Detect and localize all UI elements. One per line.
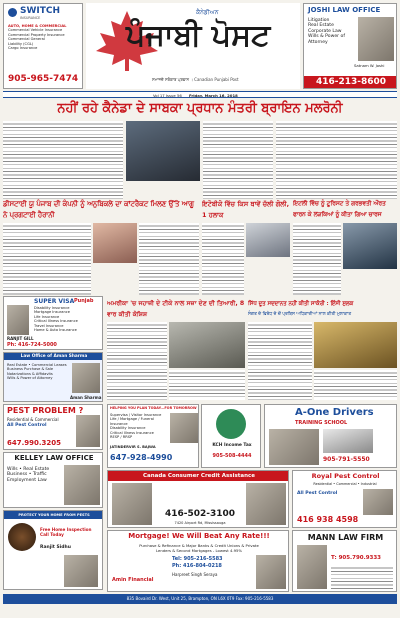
body-text <box>3 121 123 199</box>
consumer-address: 7420 Airport Rd, Mississauga <box>174 521 226 525</box>
story-mulroney-text <box>3 121 123 199</box>
issue-date: Friday, March 16, 2018 <box>189 93 238 98</box>
joshi-name: Satnam W. Joshi <box>354 63 385 68</box>
supervisa-phone: Ph: 416-724-5000 <box>7 342 57 348</box>
masthead-title: ਪੰਜਾਬੀ ਪੋਸਟ <box>126 18 271 53</box>
supervisa-items <box>34 306 100 332</box>
helping-item: Supervisa / Visitor Insurance <box>110 413 162 417</box>
supervisa-brand: Punjab <box>74 298 94 304</box>
switch-lines <box>8 24 82 50</box>
mann-phone: T: 905.790.9333 <box>331 555 382 561</box>
mann-law-ad[interactable] <box>292 530 397 592</box>
supervisa-title: SUPER VISA <box>34 298 75 305</box>
kelley-law-ad[interactable] <box>3 452 103 508</box>
supervisa-item: Home & Auto Insurance <box>34 328 77 333</box>
kelley-item: Employment Law <box>7 477 47 483</box>
aman-item: Notarizations & Affidavits <box>7 371 53 376</box>
royal-title: Royal Pest Control <box>311 472 380 480</box>
aman-item: Business Purchase & Sale <box>7 367 54 372</box>
protect-title: PROTECT YOUR HOME FROM PESTS <box>4 511 103 519</box>
aone-drivers-ad[interactable] <box>264 404 397 468</box>
protect-home-ad[interactable] <box>3 510 103 590</box>
consumer-photo <box>112 483 152 525</box>
helping-item: RESP / RRSP <box>110 435 133 440</box>
masthead-tagline: ਸਮਾਜਦੇ ਸਰੋਕਾਰ ਪ੍ਰਵਾਨ । Canadian Punjabi Post <box>152 77 239 82</box>
aman-sharma-ad[interactable] <box>3 352 103 402</box>
court-photo <box>343 223 397 269</box>
mortgage-ad[interactable] <box>107 530 289 592</box>
police-car-photo <box>246 223 290 257</box>
pest-problem-ad[interactable] <box>3 404 103 450</box>
switch-phone: 905-965-7474 <box>8 74 79 84</box>
mortgage-title: Mortgage! We Will Beat Any Rate!!! <box>128 532 270 540</box>
story-shooting-headline[interactable]: ਇਟੋਬੀਕੋ ਵਿੱਚ ਕਿਸ ਥਾਵੇਂ ਚੱਲੀ ਗੋਲੀ, 1 ਹਲਾਕ <box>202 200 290 219</box>
joshi-phone: 416-213-8600 <box>304 76 397 89</box>
consumer-credit-ad[interactable] <box>107 470 289 528</box>
royal-company: All Pest Control <box>297 491 338 496</box>
official-photo <box>93 223 137 263</box>
pest-tech-photo <box>76 415 100 447</box>
ranjit-sidhu-photo <box>64 555 98 587</box>
harpreet-photo <box>256 555 286 589</box>
switch-line: Commercial Vehicle Insurance <box>8 28 63 33</box>
pest-phone: 647.990.3205 <box>7 439 62 447</box>
switch-line: Commercial General <box>8 37 45 42</box>
kch-name: KCH Income Tax <box>212 443 252 448</box>
joshi-law-ad[interactable] <box>303 3 397 89</box>
joshi-title: JOSHI LAW OFFICE <box>308 6 381 14</box>
story-contract-text-2 <box>139 223 199 295</box>
mortgage-line1: Purchase & Refinance & Major Banks & Credit Unions & Private <box>139 543 259 548</box>
consumer-phone: 416-502-3100 <box>164 509 236 519</box>
kch-tax-ad[interactable] <box>201 404 261 468</box>
helping-item: Disability Insurance <box>110 426 146 431</box>
story-execution-headline[interactable]: ਅਮਰੀਕਾ 'ਚ ਜਹਾਜ਼ੀ ਦੇ ਟੀਕੇ ਨਾਲ ਸਜ਼ਾ ਦੇਣ ਦੀ ਤਿਆਰੀ, 8 ਵਾਰ ਕੀਤੀ ਕੋਸ਼ਿਸ਼ <box>107 300 245 318</box>
joshi-item: Real Estate <box>308 23 334 29</box>
footer-bar: 835 Bovaird Dr. West, Unit 25, Brampton, ON L6X 0T9 Fax: 905-216-5583 <box>3 594 397 604</box>
bajwa-photo <box>170 413 198 443</box>
aman-item: Wills & Power of Attorney <box>7 376 53 381</box>
joshi-item: Litigation <box>308 18 330 23</box>
pest-title: PEST PROBLEM ? <box>7 406 84 415</box>
helping-name: JATINDERVIR S. BAJWA <box>110 445 156 449</box>
ranjit-photo <box>7 305 29 335</box>
story-sikh-headline[interactable]: ਸਿੱਧ ਦੂਤ ਸਦਦਾਨਤ ਨਹੀਂ ਕੀਤੀ ਸਾਕੋਰੀ : ਇੰਸੀ ਸੁਲਕ <box>248 301 354 307</box>
aman-photo <box>72 363 100 393</box>
aone-phone: 905-791-5550 <box>323 456 370 463</box>
car-photo <box>323 429 373 453</box>
mortgage-phone2: Ph: 416-804-0218 <box>172 563 222 569</box>
kelley-item: Business • Traffic <box>7 472 47 478</box>
mortgage-brand: Amin Financial <box>112 577 154 583</box>
story-mulroney-text-3 <box>276 121 397 199</box>
protect-offer: Free Home Inspection Call Today <box>40 527 92 537</box>
kch-phone: 905-508-4444 <box>212 453 252 459</box>
aman-items <box>7 363 69 381</box>
pest-sub: Residential & Commercial <box>7 417 59 422</box>
story-execution-text <box>107 322 167 400</box>
supervisa-item: Critical Illness Insurance <box>34 319 78 324</box>
switch-line: Cargo Insurance <box>8 46 38 51</box>
mortgage-phone: Tel: 905-216-5583 <box>172 556 223 562</box>
kelley-title: KELLEY LAW OFFICE <box>14 454 94 462</box>
consumer-photo-2 <box>246 483 286 525</box>
mortgage-name: Harpreet Singh Seraya <box>172 572 218 577</box>
bug-image <box>8 523 36 551</box>
royal-pest-ad[interactable] <box>292 470 397 528</box>
royal-sub: Residential • Commercial • Industrial <box>313 482 377 486</box>
switch-sub: INSURANCE <box>20 16 41 20</box>
switch-line: AUTO, HOME & COMMERCIAL <box>8 24 67 28</box>
issue-volume: Vol 17 Issue 56 <box>153 93 182 98</box>
kelley-items <box>7 467 57 483</box>
supervisa-item: Life Insurance <box>34 314 60 319</box>
helping-item: Life / Mortgage / Funeral Insurance <box>110 417 154 426</box>
royal-tech-photo <box>363 489 393 515</box>
aone-sub: TRAINING SCHOOL <box>295 420 348 426</box>
story-contract-text <box>3 223 91 295</box>
story-italy-text <box>293 223 341 295</box>
aone-photo <box>269 429 319 465</box>
main-headline[interactable]: ਨਹੀਂ ਰਹੇ ਕੈਨੇਡਾ ਦੇ ਸਾਬਕਾ ਪ੍ਰਧਾਨ ਮੰਤਰੀ ਬ੍ਰਾਇਨ ਮਲਰੋਨੀ <box>57 101 343 116</box>
supervisa-item: Travel Insurance <box>34 323 64 328</box>
switch-insurance-ad[interactable] <box>3 3 83 89</box>
joshi-item: Corporate Law <box>308 28 342 34</box>
story-sikh-subhead: ਸੰਗਤ ਦੇ ਵਿਰੋਧ ਦੇ ਚੋਂ ਪ੍ਰਬਿਸ ਅਧਿਕਾਰੀਆਂ ਨਾਲ ਕੀਤੀ ਮੁਲਾਕਾਤ <box>248 312 352 317</box>
aman-name: Aman Sharma <box>70 395 102 400</box>
mortgage-line2: Lenders & Second Mortgages - Lowest 4.95% <box>155 548 243 553</box>
switch-logo <box>8 8 17 17</box>
protect-name: Ranjit Sidhu <box>40 545 71 550</box>
helping-plan-ad[interactable] <box>107 404 199 468</box>
mulroney-photo <box>126 121 200 181</box>
joshi-item: Wills & Power of Attorney <box>308 34 345 45</box>
kelley-photo <box>64 465 100 505</box>
helping-items <box>110 413 166 439</box>
supervisa-item: Mortgage Insurance <box>34 310 70 315</box>
switch-line: Commercial Property Insurance <box>8 32 65 37</box>
helping-title: HELPING YOU PLAN TODAY...FOR TOMORROW <box>110 406 197 410</box>
masthead-prefix: ਕੈਨੇਡੀਅਨ <box>196 9 219 16</box>
story-shooting-text <box>202 223 244 295</box>
sikh-leaders-photo <box>314 322 397 368</box>
helping-item: Critical Illness Insurance <box>110 430 154 435</box>
story-sikh-text-2 <box>314 370 397 400</box>
story-contract-headline[interactable]: ਡੀਸਟਾਈ ਯੂ ਪੰਜਾਬ ਦੀ ਕੰਪਨੀ ਨੂੰ ਅਨੁਬਿਕਲੇ ਦਾ ਕਾਂਟਰੈਕਟ ਮਿਲਣ ਉੱਤੇ ਆਗੂ ਨੇ ਪ੍ਰਗਟਾਈ ਹੈਰਾਨੀ <box>3 200 194 219</box>
story-mulroney-text-2 <box>203 121 273 199</box>
switch-line: Liability (CGL) <box>8 41 34 46</box>
helping-phone: 647-928-4990 <box>110 453 173 462</box>
pest-company: All Pest Control <box>7 423 47 428</box>
aman-title: Law Office of Aman Sharma <box>4 353 103 360</box>
story-execution-text-2 <box>169 370 245 400</box>
aman-item: Real Estate • Commercial Leases <box>7 363 67 367</box>
execution-photo <box>169 322 245 368</box>
story-sikh-text <box>248 322 312 400</box>
aone-title: A-One Drivers <box>295 407 374 418</box>
mann-photo <box>297 545 327 589</box>
joshi-photo <box>358 17 394 61</box>
joshi-items <box>308 18 354 45</box>
supervisa-name: RANJIT GILL <box>7 336 34 341</box>
kelley-item: Wills • Real Estate <box>7 467 50 472</box>
switch-name: SWITCH <box>20 6 61 16</box>
kch-logo <box>216 409 246 439</box>
masthead <box>86 3 300 89</box>
royal-phone: 416 938 4598 <box>297 515 359 524</box>
mann-title: MANN LAW FIRM <box>307 533 384 542</box>
supervisa-item: Disability Insurance <box>34 306 70 310</box>
story-italy-headline[interactable]: ਇਟਲੀ ਵਿੱਚ ਨੂੰ ਟੂਰਿਸਟ ਤੇ ਗਰਭਵਤੀ ਔਰਤ ਫਾਰਨ ਕੇ ਲੜਕਿਆਂ ਨੂੰ ਕੀਤਾ ਗਿਆ ਚਾਰਜ <box>293 201 386 218</box>
consumer-title: Canada Consumer Credit Assistance <box>108 471 289 481</box>
super-visa-ad[interactable] <box>3 296 103 350</box>
mann-text <box>331 565 393 589</box>
dateline-band <box>3 91 397 98</box>
